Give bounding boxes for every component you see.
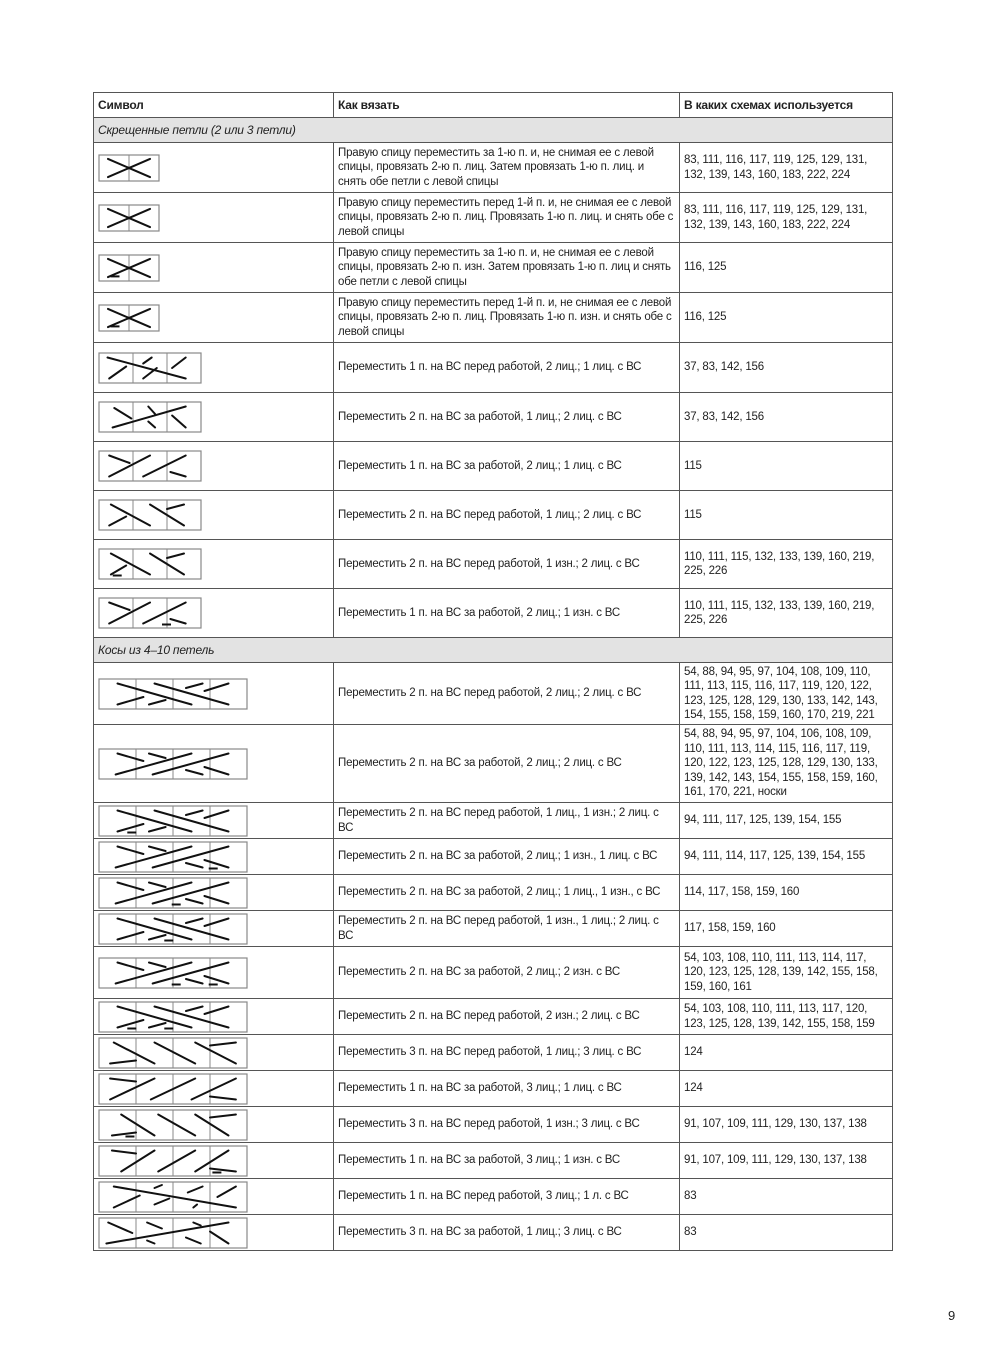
symbol-cell xyxy=(94,293,334,343)
symbol-cell xyxy=(94,839,334,875)
how-to-knit-cell: Переместить 2 п. на ВС за работой, 1 лиц.; 2 лиц. с ВС xyxy=(334,393,680,442)
table-row xyxy=(94,1035,893,1071)
how-to-knit-cell: Правую спицу переместить за 1-ю п. и, не снимая ее с левой спицы, провязать 2-ю п. лиц. Затем провязать 1-ю п. лиц. и снять обе петли с левой спицы xyxy=(334,143,680,193)
used-in-charts-cell: 83, 111, 116, 117, 119, 125, 129, 131, 132, 139, 143, 160, 183, 222, 224 xyxy=(680,143,893,193)
how-to-knit-cell: Переместить 2 п. на ВС за работой, 2 лиц.; 1 изн., 1 лиц. с ВС xyxy=(334,839,680,875)
cable-symbol-icon xyxy=(98,499,202,531)
table-row xyxy=(94,803,893,839)
used-in-charts-cell: 91, 107, 109, 111, 129, 130, 137, 138 xyxy=(680,1107,893,1143)
how-to-knit-cell: Переместить 2 п. на ВС перед работой, 1 лиц.; 2 лиц. с ВС xyxy=(334,491,680,540)
table-row xyxy=(94,243,893,293)
used-in-charts-cell: 124 xyxy=(680,1071,893,1107)
symbol-cell xyxy=(94,442,334,491)
cable-symbol-icon xyxy=(98,352,202,384)
how-to-knit-cell: Правую спицу переместить за 1-ю п. и, не снимая ее с левой спицы, провязать 2-ю п. изн. Затем провязать 1-ю п. лиц и снять обе петли с левой спицы xyxy=(334,243,680,293)
symbol-cell xyxy=(94,999,334,1035)
table-row xyxy=(94,491,893,540)
symbol-cell xyxy=(94,540,334,589)
section-title: Скрещенные петли (2 или 3 петли) xyxy=(94,118,893,143)
table-row xyxy=(94,1143,893,1179)
cable-symbol-icon xyxy=(98,1001,248,1033)
cable-symbol-icon xyxy=(98,254,160,282)
table-row xyxy=(94,663,893,725)
table-row xyxy=(94,193,893,243)
symbol-cell xyxy=(94,143,334,193)
table-row xyxy=(94,540,893,589)
cable-symbol-icon xyxy=(98,913,248,945)
cable-symbol-icon xyxy=(98,450,202,482)
used-in-charts-cell: 117, 158, 159, 160 xyxy=(680,911,893,947)
used-in-charts-cell: 116, 125 xyxy=(680,293,893,343)
table-row xyxy=(94,947,893,999)
how-to-knit-cell: Переместить 1 п. на ВС за работой, 2 лиц.; 1 изн. с ВС xyxy=(334,589,680,638)
used-in-charts-cell: 91, 107, 109, 111, 129, 130, 137, 138 xyxy=(680,1143,893,1179)
header-how-to-knit: Как вязать xyxy=(334,93,680,118)
cable-symbol-icon xyxy=(98,1181,248,1213)
table-row xyxy=(94,1071,893,1107)
used-in-charts-cell: 83 xyxy=(680,1215,893,1251)
table-row xyxy=(94,293,893,343)
cable-symbol-icon xyxy=(98,1217,248,1249)
used-in-charts-cell: 115 xyxy=(680,442,893,491)
used-in-charts-cell: 116, 125 xyxy=(680,243,893,293)
symbol-cell xyxy=(94,947,334,999)
cable-symbol-icon xyxy=(98,841,248,873)
cable-symbol-icon xyxy=(98,204,160,232)
header-used-in-charts: В каких схемах используется xyxy=(680,93,893,118)
used-in-charts-cell: 83 xyxy=(680,1179,893,1215)
used-in-charts-cell: 54, 103, 108, 110, 111, 113, 114, 117, 120, 123, 125, 128, 139, 142, 155, 158, 159, 160, 161 xyxy=(680,947,893,999)
used-in-charts-cell: 110, 111, 115, 132, 133, 139, 160, 219, 225, 226 xyxy=(680,589,893,638)
section-title: Косы из 4–10 петель xyxy=(94,638,893,663)
how-to-knit-cell: Переместить 3 п. на ВС перед работой, 1 лиц.; 3 лиц. с ВС xyxy=(334,1035,680,1071)
cable-symbol-icon xyxy=(98,304,160,332)
symbol-legend-table xyxy=(93,92,893,1251)
cable-symbol-icon xyxy=(98,1145,248,1177)
table-row xyxy=(94,589,893,638)
symbol-cell xyxy=(94,663,334,725)
cable-symbol-icon xyxy=(98,1073,248,1105)
used-in-charts-cell: 94, 111, 117, 125, 139, 154, 155 xyxy=(680,803,893,839)
symbol-cell xyxy=(94,1071,334,1107)
how-to-knit-cell: Переместить 2 п. на ВС перед работой, 2 лиц.; 2 лиц. с ВС xyxy=(334,663,680,725)
how-to-knit-cell: Переместить 2 п. на ВС перед работой, 1 лиц., 1 изн.; 2 лиц. с ВС xyxy=(334,803,680,839)
cable-symbol-icon xyxy=(98,154,160,182)
table-header-row xyxy=(94,93,893,118)
table-row xyxy=(94,839,893,875)
how-to-knit-cell: Переместить 1 п. на ВС за работой, 3 лиц.; 1 лиц. с ВС xyxy=(334,1071,680,1107)
cable-symbol-icon xyxy=(98,401,202,433)
symbol-cell xyxy=(94,393,334,442)
cable-symbol-icon xyxy=(98,805,248,837)
used-in-charts-cell: 94, 111, 114, 117, 125, 139, 154, 155 xyxy=(680,839,893,875)
symbol-cell xyxy=(94,589,334,638)
how-to-knit-cell: Переместить 2 п. на ВС перед работой, 1 изн.; 2 лиц. с ВС xyxy=(334,540,680,589)
table-row xyxy=(94,911,893,947)
how-to-knit-cell: Переместить 2 п. на ВС перед работой, 2 изн.; 2 лиц. с ВС xyxy=(334,999,680,1035)
cable-symbol-icon xyxy=(98,877,248,909)
used-in-charts-cell: 37, 83, 142, 156 xyxy=(680,393,893,442)
symbol-cell xyxy=(94,1215,334,1251)
used-in-charts-cell: 83, 111, 116, 117, 119, 125, 129, 131, 132, 139, 143, 160, 183, 222, 224 xyxy=(680,193,893,243)
cable-symbol-icon xyxy=(98,1109,248,1141)
used-in-charts-cell: 54, 88, 94, 95, 97, 104, 108, 109, 110, 111, 113, 115, 116, 117, 119, 120, 122, 123, 125, 128, 129, 130, 133, 142, 143, 154, 155, 158, 159, 160, 170, 219, 221 xyxy=(680,663,893,725)
table-row xyxy=(94,1107,893,1143)
symbol-cell xyxy=(94,491,334,540)
how-to-knit-cell: Переместить 3 п. на ВС перед работой, 1 изн.; 3 лиц. с ВС xyxy=(334,1107,680,1143)
cable-symbol-icon xyxy=(98,1037,248,1069)
table-row xyxy=(94,875,893,911)
how-to-knit-cell: Переместить 1 п. на ВС за работой, 2 лиц.; 1 лиц. с ВС xyxy=(334,442,680,491)
how-to-knit-cell: Переместить 2 п. на ВС за работой, 2 лиц.; 2 лиц. с ВС xyxy=(334,725,680,803)
used-in-charts-cell: 37, 83, 142, 156 xyxy=(680,343,893,393)
used-in-charts-cell: 124 xyxy=(680,1035,893,1071)
table-row xyxy=(94,725,893,803)
symbol-cell xyxy=(94,725,334,803)
how-to-knit-cell: Переместить 2 п. на ВС за работой, 2 лиц.; 2 изн. с ВС xyxy=(334,947,680,999)
how-to-knit-cell: Переместить 2 п. на ВС перед работой, 1 изн., 1 лиц.; 2 лиц. с ВС xyxy=(334,911,680,947)
table-row xyxy=(94,343,893,393)
section-header-row xyxy=(94,118,893,143)
symbol-cell xyxy=(94,1035,334,1071)
used-in-charts-cell: 114, 117, 158, 159, 160 xyxy=(680,875,893,911)
how-to-knit-cell: Переместить 1 п. на ВС перед работой, 3 лиц.; 1 л. с ВС xyxy=(334,1179,680,1215)
symbol-cell xyxy=(94,1107,334,1143)
how-to-knit-cell: Переместить 2 п. на ВС за работой, 2 лиц.; 1 лиц., 1 изн., с ВС xyxy=(334,875,680,911)
used-in-charts-cell: 54, 103, 108, 110, 111, 113, 117, 120, 123, 125, 128, 139, 142, 155, 158, 159 xyxy=(680,999,893,1035)
table-row xyxy=(94,393,893,442)
table-row xyxy=(94,999,893,1035)
cable-symbol-icon xyxy=(98,548,202,580)
used-in-charts-cell: 110, 111, 115, 132, 133, 139, 160, 219, 225, 226 xyxy=(680,540,893,589)
symbol-cell xyxy=(94,875,334,911)
table-row xyxy=(94,1215,893,1251)
header-symbol: Символ xyxy=(94,93,334,118)
cable-symbol-icon xyxy=(98,748,248,780)
section-header-row xyxy=(94,638,893,663)
symbol-cell xyxy=(94,1143,334,1179)
used-in-charts-cell: 54, 88, 94, 95, 97, 104, 106, 108, 109, 110, 111, 113, 114, 115, 116, 117, 119, 120, 122, 123, 125, 128, 129, 130, 133, 139, 142, 143, 154, 155, 158, 159, 160, 161, 170, 221, носки xyxy=(680,725,893,803)
how-to-knit-cell: Переместить 1 п. на ВС за работой, 3 лиц.; 1 изн. с ВС xyxy=(334,1143,680,1179)
how-to-knit-cell: Переместить 1 п. на ВС перед работой, 2 лиц.; 1 лиц. с ВС xyxy=(334,343,680,393)
symbol-cell xyxy=(94,1179,334,1215)
how-to-knit-cell: Правую спицу переместить перед 1-й п. и, не снимая ее с левой спицы, провязать 2-ю п. лиц. Провязать 1-ю п. лиц. и снять обе с левой спицы xyxy=(334,193,680,243)
page-number: 9 xyxy=(948,1308,956,1323)
symbol-cell xyxy=(94,911,334,947)
how-to-knit-cell: Правую спицу переместить перед 1-й п. и, не снимая ее с левой спицы, провязать 2-ю п. лиц. Провязать 1-ю п. изн. и снять обе с левой спицы xyxy=(334,293,680,343)
cable-symbol-icon xyxy=(98,678,248,710)
symbol-cell xyxy=(94,193,334,243)
how-to-knit-cell: Переместить 3 п. на ВС за работой, 1 лиц.; 3 лиц. с ВС xyxy=(334,1215,680,1251)
table-row xyxy=(94,442,893,491)
symbol-cell xyxy=(94,243,334,293)
table-row xyxy=(94,1179,893,1215)
symbol-cell xyxy=(94,803,334,839)
cable-symbol-icon xyxy=(98,957,248,989)
cable-symbol-icon xyxy=(98,597,202,629)
table-row xyxy=(94,143,893,193)
symbol-cell xyxy=(94,343,334,393)
used-in-charts-cell: 115 xyxy=(680,491,893,540)
